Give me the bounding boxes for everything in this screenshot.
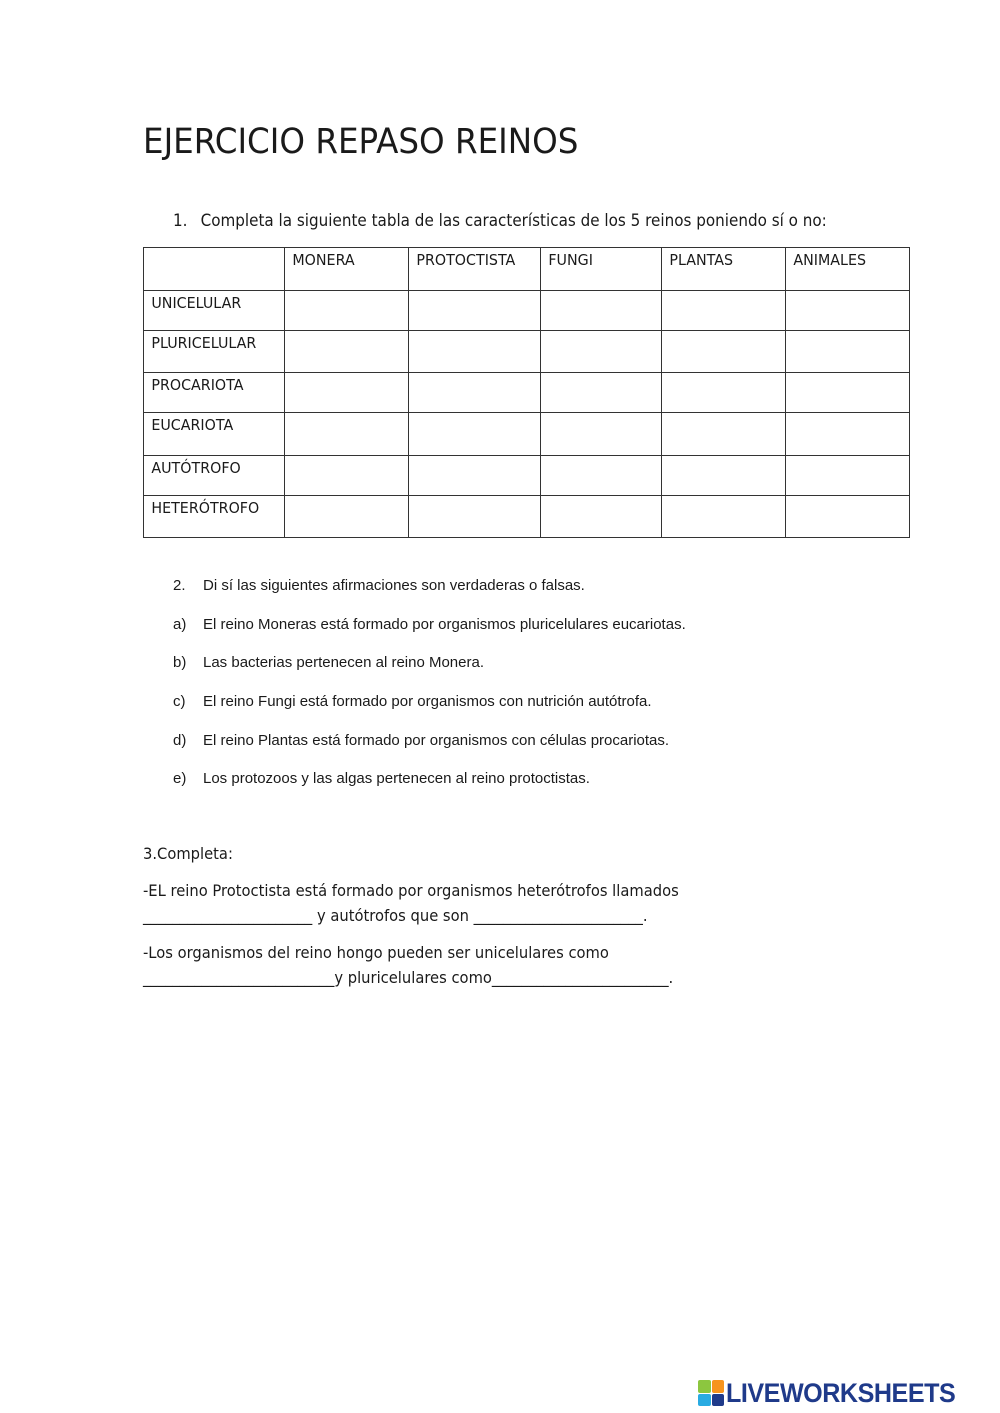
statement-text: El reino Plantas está formado por organismos con células procariotas.	[203, 732, 670, 749]
column-header-plantas	[662, 248, 786, 291]
answer-cell[interactable]	[285, 496, 409, 538]
table-row	[144, 496, 910, 538]
statement-label: d)	[173, 732, 187, 749]
statement-text: Los protozoos y las algas pertenecen al reino protoctistas.	[203, 770, 590, 787]
answer-cell[interactable]	[285, 331, 409, 373]
row-label: EUCARIOTA	[151, 416, 234, 434]
question-1-number: 1.	[173, 211, 188, 230]
statement-label: b)	[173, 654, 187, 671]
row-label: HETERÓTROFO	[151, 499, 260, 517]
question-1-text: Completa la siguiente tabla de las características de los 5 reinos poniendo sí o no:	[200, 211, 827, 230]
statement-label: a)	[173, 616, 187, 633]
table-row	[144, 373, 910, 413]
answer-cell[interactable]	[786, 496, 910, 538]
column-header-label: PLANTAS	[669, 251, 734, 269]
row-label: PLURICELULAR	[151, 334, 257, 352]
statement-b	[173, 654, 484, 671]
answer-cell[interactable]	[285, 413, 409, 456]
answer-cell[interactable]	[541, 456, 662, 496]
answer-cell[interactable]	[662, 413, 786, 456]
question-2-number: 2.	[173, 577, 186, 594]
table-row	[144, 456, 910, 496]
row-label-pluricelular	[144, 331, 285, 373]
statement-label: e)	[173, 770, 187, 787]
row-label-autotrofo	[144, 456, 285, 496]
answer-cell[interactable]	[285, 373, 409, 413]
answer-cell[interactable]	[409, 291, 541, 331]
answer-cell[interactable]	[662, 291, 786, 331]
statement-d	[173, 732, 669, 749]
column-header-label: MONERA	[292, 251, 355, 269]
question-3-line-3: -Los organismos del reino hongo pueden ser unicelulares como	[143, 943, 609, 962]
table-header-corner	[144, 248, 285, 291]
statement-text: Las bacterias pertenecen al reino Monera.	[203, 654, 485, 671]
row-label-eucariota	[144, 413, 285, 456]
question-3-line-2[interactable]: _______________________ y autótrofos que son _______________________.	[143, 906, 648, 925]
kingdoms-table	[143, 247, 910, 538]
answer-cell[interactable]	[541, 496, 662, 538]
row-label-procariota	[144, 373, 285, 413]
row-label: UNICELULAR	[151, 294, 242, 312]
liveworksheets-logo-text: LIVEWORKSHEETS	[726, 1377, 956, 1408]
column-header-fungi	[541, 248, 662, 291]
column-header-animales	[786, 248, 910, 291]
answer-cell[interactable]	[662, 496, 786, 538]
answer-cell[interactable]	[786, 456, 910, 496]
table-row	[144, 331, 910, 373]
column-header-monera	[285, 248, 409, 291]
statement-a	[173, 616, 686, 633]
answer-cell[interactable]	[285, 291, 409, 331]
row-label: AUTÓTROFO	[151, 459, 241, 477]
question-3-heading: 3.Completa:	[143, 844, 233, 863]
liveworksheets-logo	[698, 1378, 973, 1408]
column-header-label: FUNGI	[548, 251, 593, 269]
question-3-line-1: -EL reino Protoctista está formado por organismos heterótrofos llamados	[143, 881, 679, 900]
column-header-protoctista	[409, 248, 541, 291]
answer-cell[interactable]	[786, 331, 910, 373]
table-header-row	[144, 248, 910, 291]
question-2-text: Di sí las siguientes afirmaciones son verdaderas o falsas.	[203, 577, 585, 594]
statement-text: El reino Fungi está formado por organismos con nutrición autótrofa.	[203, 693, 652, 710]
table-row	[144, 291, 910, 331]
answer-cell[interactable]	[409, 496, 541, 538]
answer-cell[interactable]	[786, 291, 910, 331]
answer-cell[interactable]	[541, 291, 662, 331]
row-label: PROCARIOTA	[151, 376, 244, 394]
row-label-heterotrofo	[144, 496, 285, 538]
question-3-line-4[interactable]: __________________________y pluricelulares como________________________.	[143, 968, 674, 987]
answer-cell[interactable]	[541, 413, 662, 456]
answer-cell[interactable]	[662, 456, 786, 496]
answer-cell[interactable]	[662, 331, 786, 373]
answer-cell[interactable]	[409, 331, 541, 373]
statement-c	[173, 693, 652, 710]
answer-cell[interactable]	[285, 456, 409, 496]
answer-cell[interactable]	[541, 331, 662, 373]
column-header-label: ANIMALES	[793, 251, 867, 269]
question-1	[173, 211, 827, 230]
answer-cell[interactable]	[786, 373, 910, 413]
row-label-unicelular	[144, 291, 285, 331]
statement-e	[173, 770, 590, 787]
column-header-label: PROTOCTISTA	[416, 251, 516, 269]
answer-cell[interactable]	[786, 413, 910, 456]
answer-cell[interactable]	[409, 373, 541, 413]
answer-cell[interactable]	[409, 413, 541, 456]
question-2	[173, 577, 585, 594]
liveworksheets-logo-icon	[698, 1380, 724, 1406]
page-title: EJERCICIO REPASO REINOS	[143, 122, 579, 162]
statement-text: El reino Moneras está formado por organismos pluricelulares eucariotas.	[203, 616, 686, 633]
answer-cell[interactable]	[662, 373, 786, 413]
table-row	[144, 413, 910, 456]
answer-cell[interactable]	[541, 373, 662, 413]
answer-cell[interactable]	[409, 456, 541, 496]
statement-label: c)	[173, 693, 186, 710]
